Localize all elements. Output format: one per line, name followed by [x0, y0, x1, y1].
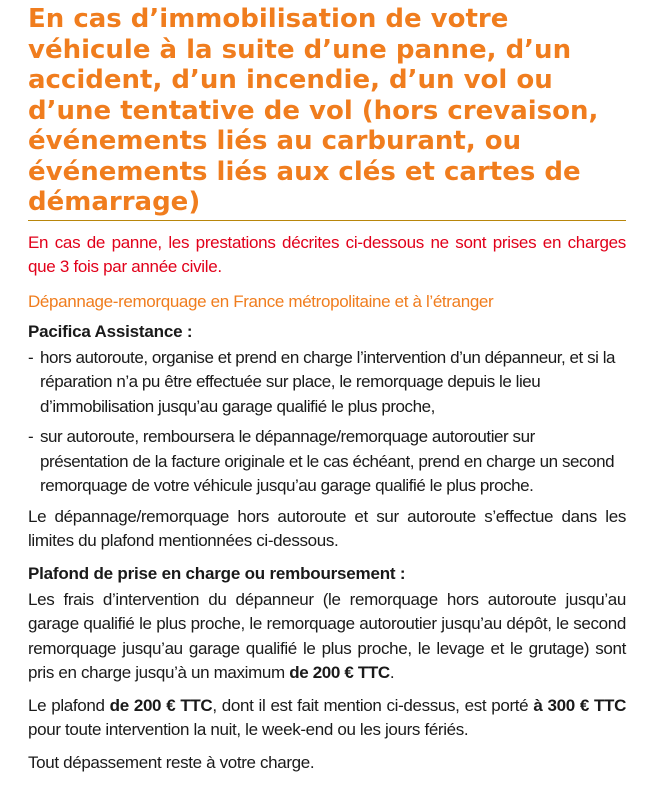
- assistance-note: Le dépannage/remorquage hors autoroute et sur autoroute s’effectue dans les limites du plafond mentionnées ci-dessous.: [28, 506, 626, 550]
- plafond-paragraph-2-start: Le plafond: [28, 695, 105, 715]
- plafond-heading: Plafond de prise en charge ou remboursement :: [28, 563, 406, 583]
- plafond-paragraph-1-end: .: [389, 663, 395, 682]
- bullet-marker: -: [28, 347, 34, 367]
- warning-notice: En cas de panne, les prestations décrites ci-dessous ne sont prises en charges que 3 fois par année civile.: [28, 232, 626, 276]
- plafond-paragraph-2-mid: , dont il est fait mention ci-dessus, est porté: [212, 695, 529, 715]
- plafond-amount-200-ref: de 200 € TTC: [109, 695, 213, 715]
- plafond-amount-200: de 200 € TTC: [289, 663, 390, 682]
- document-page: [28, 4, 626, 783]
- plafond-paragraph-1: [28, 588, 626, 686]
- section-heading: Dépannage-remorquage en France métropolitaine et à l’étranger: [28, 291, 494, 311]
- bullet-marker: -: [28, 427, 34, 446]
- assistance-heading: Pacifica Assistance :: [28, 321, 193, 341]
- plafond-paragraph-1-text: Les frais d’intervention du dépanneur (le remorquage hors autoroute jusqu’au garage qualifié le plus proche, le remorquage autoroutier jusqu’au dépôt, le second remorquage jusqu’au garage qualifié le plus proche, le levage et le grutage) sont pris en charge jusqu’à un maximum: [28, 589, 626, 682]
- plafond-amount-300: à 300 € TTC: [533, 695, 627, 715]
- bullet-text: sur autoroute, remboursera le dépannage/remorquage autoroutier sur présentation de la facture originale et le cas échéant, prend en charge un second remorquage de votre véhicule jusqu’au garage qualifié le plus proche.: [40, 427, 615, 495]
- plafond-paragraph-2: [28, 694, 626, 743]
- plafond-paragraph-2-end: pour toute intervention la nuit, le week-end ou les jours fériés.: [28, 720, 469, 739]
- list-item: [28, 425, 626, 499]
- title-divider: [28, 220, 626, 221]
- plafond-paragraph-3: Tout dépassement reste à votre charge.: [28, 752, 315, 772]
- assistance-bullet-list: [28, 346, 626, 499]
- bullet-text: hors autoroute, organise et prend en charge l’intervention d’un dépanneur, et si la réparation n’a pu être effectuée sur place, le remorquage depuis le lieu d’immobilisation jusqu’au garage qualifié le plus proche,: [40, 347, 616, 416]
- list-item: [28, 346, 626, 420]
- page-title: En cas d’immobilisation de votre véhicule à la suite d’une panne, d’un accident, d’un incendie, d’un vol ou d’une tentative de vol (hors crevaison, événements liés au carburant, ou événements liés aux clés et cartes de démarrage): [28, 4, 599, 217]
